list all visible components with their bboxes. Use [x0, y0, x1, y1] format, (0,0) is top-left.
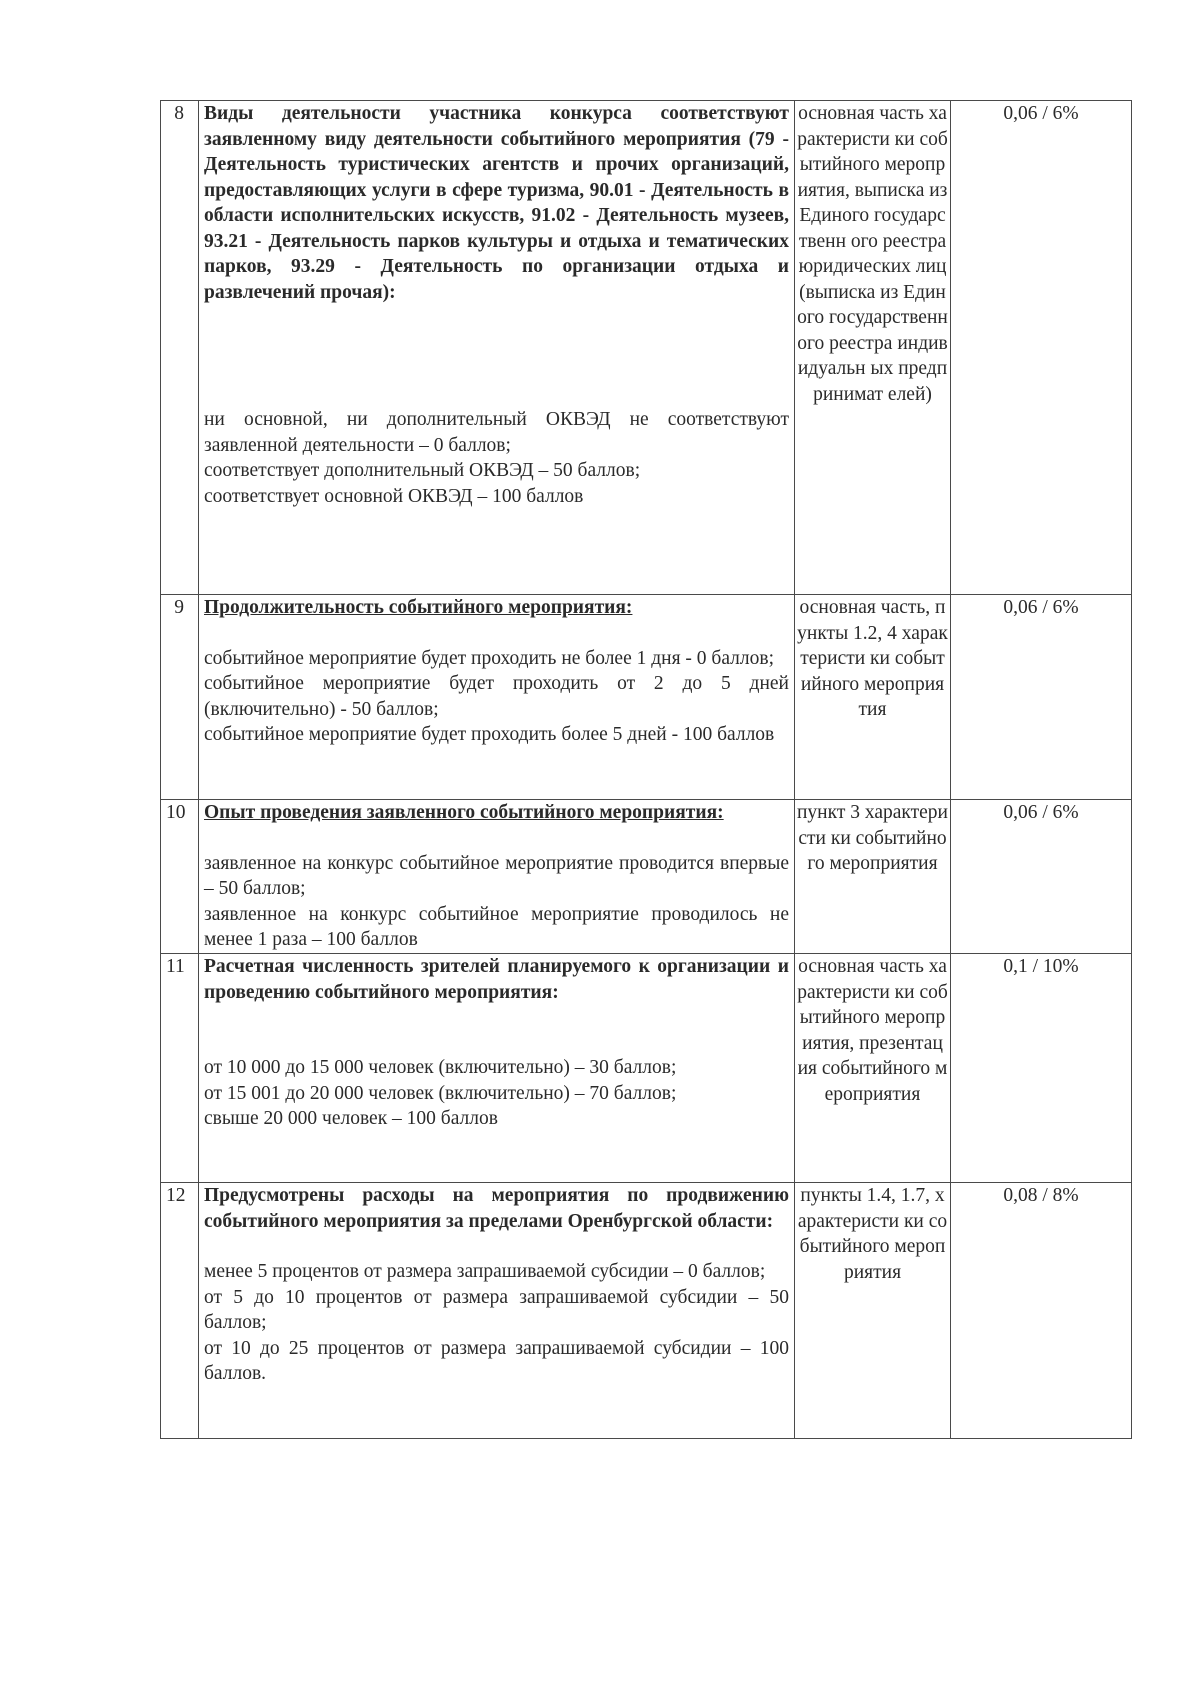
- table-row: [161, 1183, 1132, 1439]
- scale-line: от 10 до 25 процентов от размера запрашиваемой субсидии – 100 баллов.: [204, 1337, 789, 1384]
- criterion-title: Опыт проведения заявленного событийного мероприятия:: [204, 802, 724, 823]
- scale-line: событийное мероприятие будет проходить более 5 дней - 100 баллов: [204, 724, 775, 745]
- criterion-weight: 0,06 / 6%: [951, 101, 1132, 595]
- criterion-title: Расчетная численность зрителей планируемого к организации и проведению событийного мероприятия:: [204, 956, 789, 1003]
- criterion-source: [795, 1183, 951, 1439]
- scale-line: событийное мероприятие будет проходить не более 1 дня - 0 баллов;: [204, 647, 775, 669]
- criterion-weight: 0,06 / 6%: [951, 800, 1132, 954]
- table-row: [161, 954, 1132, 1183]
- scale-line: событийное мероприятие будет проходить от 2 до 5 дней (включительно) - 50 баллов;: [204, 673, 789, 720]
- criterion-title: Предусмотрены расходы на мероприятия по продвижению событийного мероприятия за пределами Оренбургской области:: [204, 1185, 789, 1232]
- criterion-source: [795, 800, 951, 954]
- scale-line: свыше 20 000 человек – 100 баллов: [204, 1108, 498, 1129]
- scale-line: соответствует дополнительный ОКВЭД – 50 баллов;: [204, 460, 641, 481]
- criterion-number: 12: [161, 1183, 199, 1439]
- scale-line: ни основной, ни дополнительный ОКВЭД не соответствуют заявленной деятельности – 0 баллов;: [204, 409, 789, 456]
- source-text: пункт 3 характеристи ки событийного мероприятия: [797, 802, 948, 874]
- criterion-source: [795, 954, 951, 1183]
- scale-line: заявленное на конкурс событийное мероприятие проводится впервые – 50 баллов;: [204, 852, 789, 899]
- criterion-description: [199, 101, 795, 595]
- criterion-number: 8: [161, 101, 199, 595]
- table-row: [161, 800, 1132, 954]
- criterion-source: [795, 101, 951, 595]
- source-text: основная часть характеристи ки событийного мероприятия, выписка из Единого государственн ого реестра юридических лиц (выписка из Единого государственн ого реестра индивидуальн ых предпринимат елей): [797, 103, 948, 405]
- criteria-table: [160, 100, 1132, 1439]
- source-text: основная часть характеристи ки событийного мероприятия, презентация событийного мероприятия: [797, 956, 948, 1105]
- criterion-number: 11: [161, 954, 199, 1183]
- scale-line: заявленное на конкурс событийное мероприятие проводилось не менее 1 раза – 100 баллов: [204, 903, 789, 950]
- criterion-description: [199, 954, 795, 1183]
- criterion-description: [199, 595, 795, 800]
- scale-line: менее 5 процентов от размера запрашиваемой субсидии – 0 баллов;: [204, 1261, 766, 1282]
- criterion-weight: 0,06 / 6%: [951, 595, 1132, 800]
- criterion-title: Продолжительность событийного мероприятия:: [204, 597, 633, 618]
- source-text: основная часть, пункты 1.2, 4 характеристи ки событийного мероприятия: [797, 597, 948, 720]
- criterion-source: [795, 595, 951, 800]
- table-row: [161, 595, 1132, 800]
- criterion-description: [199, 1183, 795, 1439]
- scale-line: от 15 001 до 20 000 человек (включительно) – 70 баллов;: [204, 1082, 677, 1104]
- criterion-number: 9: [161, 595, 199, 800]
- criterion-title: Виды деятельности участника конкурса соответствуют заявленному виду деятельности событийного мероприятия (79 - Деятельность туристических агентств и прочих организаций, предоставляющих услуги в сфере туризма, 90.01 - Деятельность в области исполнительских искусств, 91.02 - Деятельность музеев, 93.21 - Деятельность парков культуры и отдыха и тематических парков, 93.29 - Деятельность по организации отдыха и развлечений прочая):: [204, 103, 789, 303]
- criterion-number: 10: [161, 800, 199, 954]
- criterion-weight: 0,1 / 10%: [951, 954, 1132, 1183]
- criterion-description: [199, 800, 795, 954]
- table-row: [161, 101, 1132, 595]
- source-text: пункты 1.4, 1.7, характеристи ки событийного мероприятия: [797, 1185, 948, 1283]
- scale-line: от 10 000 до 15 000 человек (включительно) – 30 баллов;: [204, 1057, 677, 1078]
- criterion-weight: 0,08 / 8%: [951, 1183, 1132, 1439]
- scale-line: от 5 до 10 процентов от размера запрашиваемой субсидии – 50 баллов;: [204, 1286, 789, 1333]
- scale-line: соответствует основной ОКВЭД – 100 баллов: [204, 485, 584, 507]
